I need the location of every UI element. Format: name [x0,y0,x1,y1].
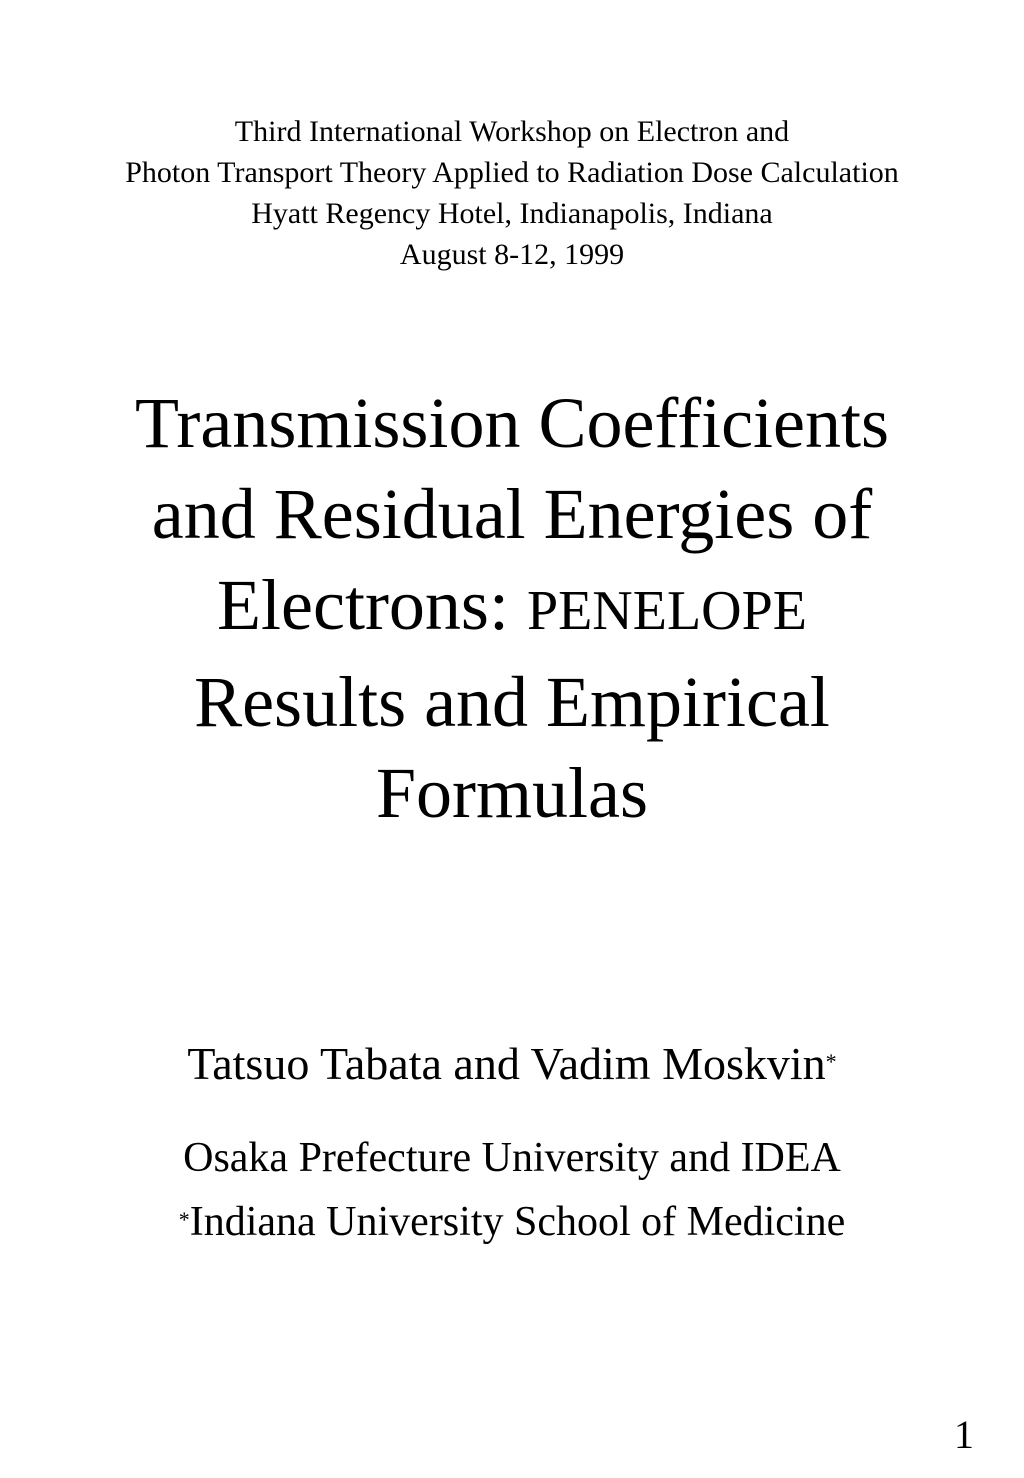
title-line-2: and Residual Energies of [151,474,873,554]
affiliation-footnote-marker: * [178,1207,190,1232]
affiliation-primary: Osaka Prefecture University and IDEA [183,1135,841,1181]
title-line-4: Results and Empirical [194,662,830,742]
conference-venue: Hyatt Regency Hotel, Indianapolis, Indiana [251,197,773,230]
author-list [0,1034,1024,1094]
title-line-3-part-2: PENELOPE [526,580,807,642]
paper-title [0,378,1024,839]
author-footnote-marker: * [825,1049,837,1074]
title-line-3-part-1: Electrons: [217,565,527,645]
title-line-3 [0,560,1024,657]
author-names: Tatsuo Tabata and Vadim Moskvin [187,1038,826,1089]
conference-header [0,111,1024,275]
affiliation-secondary [0,1196,1024,1248]
conference-line-1: Third International Workshop on Electron and [234,115,790,148]
conference-line-2: Photon Transport Theory Applied to Radiation Dose Calculation [125,156,899,189]
title-line-5: Formulas [375,753,648,833]
affiliation-secondary-text: Indiana University School of Medicine [189,1199,846,1245]
conference-date: August 8-12, 1999 [399,238,625,271]
page-number: 1 [954,1412,974,1457]
title-line-1: Transmission Coefficients [134,383,890,463]
